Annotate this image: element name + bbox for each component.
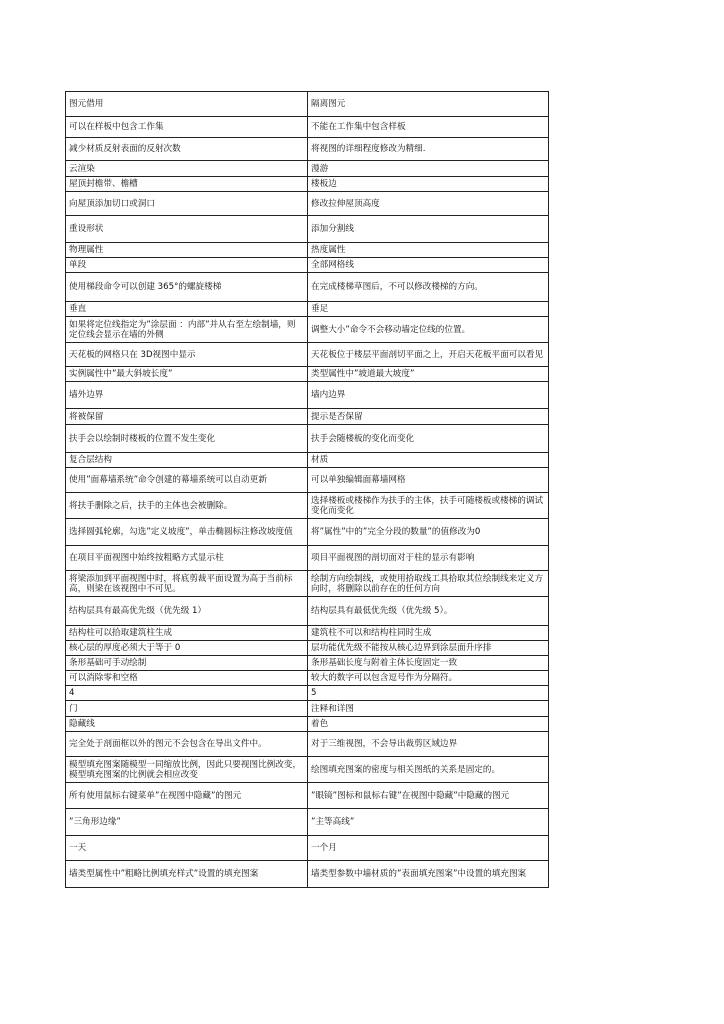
- table-row: [66, 626, 549, 641]
- table-row: [66, 243, 549, 258]
- cell-right: 调整大小”命令不会移动墙定位线的位置。: [308, 317, 549, 343]
- table-row: [66, 216, 549, 243]
- table-row: [66, 382, 549, 409]
- table-row: [66, 641, 549, 656]
- cell-left: 使用”面幕墙系统”命令创建的幕墙系统可以自动更新: [66, 468, 308, 493]
- cell-right: 5: [308, 686, 549, 701]
- table-row: [66, 519, 549, 546]
- table-row: [66, 571, 549, 597]
- cell-left: 扶手会以绘制时楼板的位置不发生变化: [66, 425, 308, 453]
- cell-right: 层功能优先级不能按从核心边界到涂层面升序排: [308, 641, 549, 656]
- cell-right: 建筑柱不可以和结构柱同时生成: [308, 626, 549, 641]
- cell-right: 将视图的详细程度修改为精细.: [308, 138, 549, 161]
- cell-left: 可以消除零和空格: [66, 671, 308, 686]
- cell-right: 楼板边: [308, 177, 549, 192]
- table-row: [66, 671, 549, 686]
- cell-right: 不能在工作集中包含样板: [308, 117, 549, 138]
- cell-right: ”眼镜”图标和鼠标右键”在视图中隐藏”中隐藏的图元: [308, 783, 549, 809]
- table-row: [66, 192, 549, 216]
- table-row: [66, 343, 549, 367]
- table-row: [66, 717, 549, 732]
- cell-left: 可以在样板中包含工作集: [66, 117, 308, 138]
- cell-left: 天花板的网格只在 3D视图中显示: [66, 343, 308, 367]
- cell-left: 云渲染: [66, 161, 308, 177]
- cell-left: 在项目平面视图中始终按粗略方式显示柱: [66, 546, 308, 571]
- cell-left: 将梁添加到平面视图中时，将底剪裁平面设置为高于当前标高，则梁在该视图中不可见。: [66, 571, 308, 597]
- cell-left: 结构柱可以拾取建筑柱生成: [66, 626, 308, 641]
- cell-left: 条形基础可手动绘制: [66, 656, 308, 671]
- cell-left: 实例属性中”最大斜坡长度”: [66, 367, 308, 382]
- cell-right: 项目平面视图的剖切面对于柱的显示有影响: [308, 546, 549, 571]
- table-row: [66, 409, 549, 425]
- cell-left: 将被保留: [66, 409, 308, 425]
- cell-right: 天花板位于楼层平面剖切平面之上，开启天花板平面可以看见: [308, 343, 549, 367]
- answer-table-body: [66, 92, 549, 888]
- cell-left: 垂直: [66, 302, 308, 317]
- table-row: [66, 656, 549, 671]
- cell-right: 着色: [308, 717, 549, 732]
- cell-right: 类型属性中”坡道最大坡度”: [308, 367, 549, 382]
- table-row: [66, 732, 549, 757]
- cell-left: 所有使用鼠标右键菜单”在视图中隐藏”的图元: [66, 783, 308, 809]
- table-row: [66, 546, 549, 571]
- cell-right: 添加分割线: [308, 216, 549, 243]
- table-row: [66, 425, 549, 453]
- cell-left: 重设形状: [66, 216, 308, 243]
- cell-right: 材质: [308, 453, 549, 468]
- table-row: [66, 92, 549, 117]
- cell-left: 墙外边界: [66, 382, 308, 409]
- table-row: [66, 783, 549, 809]
- cell-right: 可以单独编辑面幕墙网格: [308, 468, 549, 493]
- cell-left: 复合层结构: [66, 453, 308, 468]
- cell-left: 屋顶封檐带、檐槽: [66, 177, 308, 192]
- table-row: [66, 177, 549, 192]
- cell-right: 条形基础长度与附着主体长度固定一致: [308, 656, 549, 671]
- table-row: [66, 302, 549, 317]
- cell-left: 核心层的厚度必须大于等于 0: [66, 641, 308, 656]
- cell-right: 在完成楼梯草图后，不可以修改楼梯的方向。: [308, 273, 549, 302]
- table-row: [66, 317, 549, 343]
- cell-left: 模型填充图案随模型一同缩放比例，因此只要视图比例改变，模型填充图案的比例就会相应改变: [66, 757, 308, 783]
- cell-left: 墙类型属性中”粗略比例填充样式”设置的填充图案: [66, 861, 308, 888]
- cell-right: 较大的数字可以包含逗号作为分隔符。: [308, 671, 549, 686]
- cell-right: 注释和详图: [308, 701, 549, 717]
- cell-right: 热度属性: [308, 243, 549, 258]
- cell-left: ”三角形边缘”: [66, 809, 308, 836]
- cell-right: 结构层具有最低优先级（优先级 5）。: [308, 597, 549, 626]
- table-row: [66, 117, 549, 138]
- table-row: [66, 273, 549, 302]
- table-row: [66, 861, 549, 888]
- cell-left: 减少材质反射表面的反射次数: [66, 138, 308, 161]
- cell-right: 垂足: [308, 302, 549, 317]
- cell-right: 一个月: [308, 836, 549, 861]
- cell-left: 图元借用: [66, 92, 308, 117]
- cell-right: 对于三维视图，不会导出裁剪区域边界: [308, 732, 549, 757]
- cell-left: 门: [66, 701, 308, 717]
- cell-left: 一天: [66, 836, 308, 861]
- table-row: [66, 138, 549, 161]
- table-row: [66, 701, 549, 717]
- cell-right: 绘制方向绘制线，或使用拾取线工具拾取其位绘制线来定义方向时，将删除以前存在的任何方向: [308, 571, 549, 597]
- table-row: [66, 493, 549, 519]
- cell-right: 绘图填充图案的密度与相关图纸的关系是固定的。: [308, 757, 549, 783]
- table-row: [66, 597, 549, 626]
- cell-left: 向屋顶添加切口或洞口: [66, 192, 308, 216]
- table-row: [66, 757, 549, 783]
- cell-right: 漫游: [308, 161, 549, 177]
- table-row: [66, 453, 549, 468]
- answer-table: [65, 91, 549, 888]
- table-row: [66, 468, 549, 493]
- table-row: [66, 258, 549, 273]
- cell-right: ”主等高线”: [308, 809, 549, 836]
- cell-right: 墙类型参数中墙材质的”表面填充图案”中设置的填充图案: [308, 861, 549, 888]
- cell-left: 单段: [66, 258, 308, 273]
- table-row: [66, 836, 549, 861]
- cell-right: 提示是否保留: [308, 409, 549, 425]
- cell-left: 结构层具有最高优先级（优先级 1）: [66, 597, 308, 626]
- cell-left: 完全处于剖面框以外的图元不会包含在导出文件中。: [66, 732, 308, 757]
- table-row: [66, 367, 549, 382]
- cell-right: 修改拉伸屋顶高度: [308, 192, 549, 216]
- cell-right: 选择楼板或楼梯作为扶手的主体，扶手可随楼板或楼梯的调试变化而变化: [308, 493, 549, 519]
- cell-right: 全部网格线: [308, 258, 549, 273]
- cell-right: 扶手会随楼板的变化而变化: [308, 425, 549, 453]
- cell-left: 如果将定位线指定为”涂层面 ：内部”并从右至左绘制墙，则定位线会显示在墙的外侧: [66, 317, 308, 343]
- cell-right: 隔离图元: [308, 92, 549, 117]
- table-row: [66, 809, 549, 836]
- cell-left: 将扶手删除之后，扶手的主体也会被删除。: [66, 493, 308, 519]
- table-row: [66, 161, 549, 177]
- table-row: [66, 686, 549, 701]
- cell-left: 选择圆弧轮廓，勾选”定义坡度”，单击椭圆标注修改坡度值: [66, 519, 308, 546]
- cell-left: 4: [66, 686, 308, 701]
- cell-right: 墙内边界: [308, 382, 549, 409]
- cell-right: 将”属性”中的”完全分段的数量”的值修改为0: [308, 519, 549, 546]
- cell-left: 物理属性: [66, 243, 308, 258]
- cell-left: 隐藏线: [66, 717, 308, 732]
- cell-left: 使用梯段命令可以创建 365°的螺旋楼梯: [66, 273, 308, 302]
